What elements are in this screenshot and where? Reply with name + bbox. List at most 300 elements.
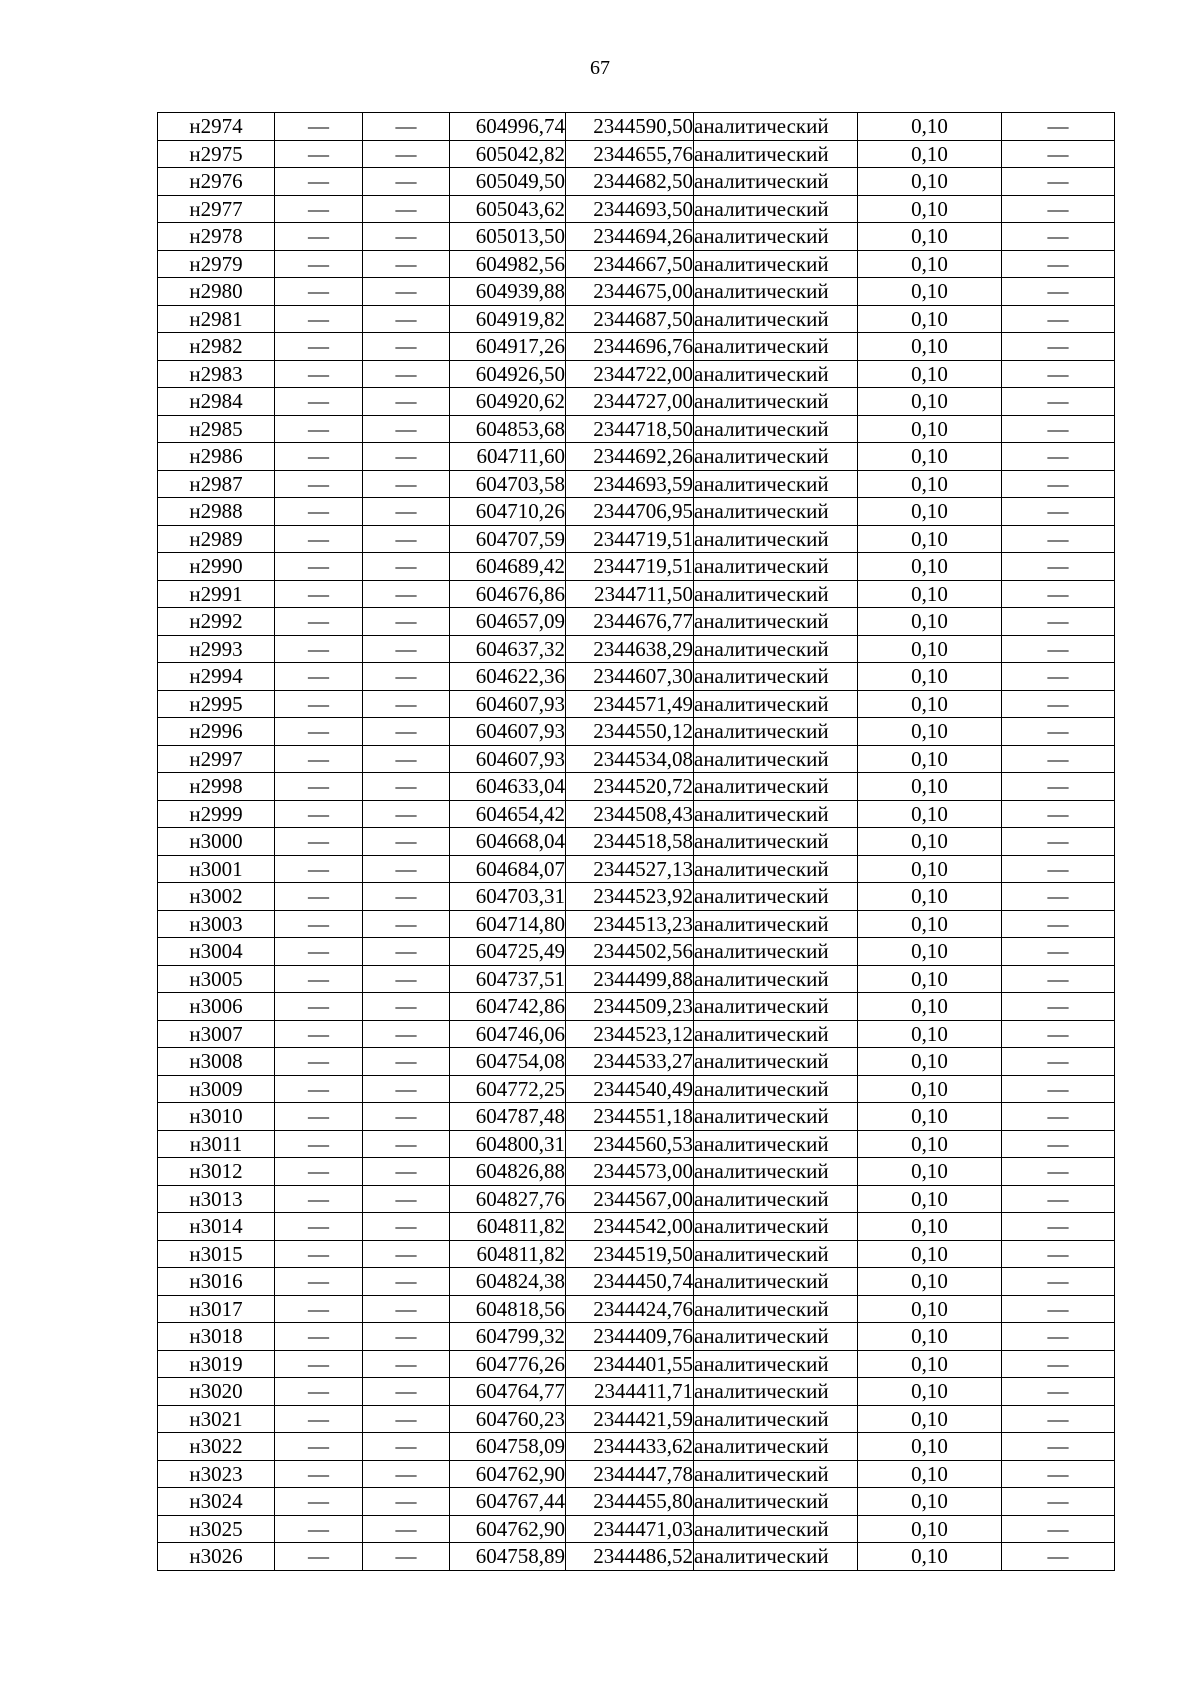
description-cell: — [1002,718,1115,746]
y-coordinate-cell: 2344551,18 [566,1103,694,1131]
method-cell: аналитический [694,663,858,691]
y-coordinate-cell: 2344571,49 [566,690,694,718]
accuracy-cell: 0,10 [858,1048,1002,1076]
table-row [158,1020,1115,1048]
accuracy-cell: 0,10 [858,553,1002,581]
old-y-cell: — [363,608,450,636]
old-y-cell: — [363,388,450,416]
method-cell: аналитический [694,1020,858,1048]
point-name-cell: н3012 [158,1158,275,1186]
accuracy-cell: 0,10 [858,1488,1002,1516]
point-name-cell: н3009 [158,1075,275,1103]
old-x-cell: — [275,1460,363,1488]
method-cell: аналитический [694,388,858,416]
description-cell: — [1002,1378,1115,1406]
method-cell: аналитический [694,168,858,196]
old-x-cell: — [275,718,363,746]
description-cell: — [1002,1048,1115,1076]
table-row [158,1378,1115,1406]
y-coordinate-cell: 2344567,00 [566,1185,694,1213]
old-y-cell: — [363,1158,450,1186]
old-y-cell: — [363,1543,450,1571]
method-cell: аналитический [694,525,858,553]
description-cell: — [1002,1488,1115,1516]
y-coordinate-cell: 2344421,59 [566,1405,694,1433]
description-cell: — [1002,1075,1115,1103]
x-coordinate-cell: 604689,42 [450,553,566,581]
accuracy-cell: 0,10 [858,1405,1002,1433]
y-coordinate-cell: 2344409,76 [566,1323,694,1351]
old-x-cell: — [275,938,363,966]
point-name-cell: н2981 [158,305,275,333]
description-cell: — [1002,498,1115,526]
old-x-cell: — [275,1158,363,1186]
x-coordinate-cell: 604767,44 [450,1488,566,1516]
method-cell: аналитический [694,360,858,388]
description-cell: — [1002,828,1115,856]
x-coordinate-cell: 604742,86 [450,993,566,1021]
accuracy-cell: 0,10 [858,993,1002,1021]
x-coordinate-cell: 604824,38 [450,1268,566,1296]
old-x-cell: — [275,333,363,361]
old-y-cell: — [363,635,450,663]
old-x-cell: — [275,388,363,416]
table-row [158,195,1115,223]
point-name-cell: н3020 [158,1378,275,1406]
old-x-cell: — [275,1378,363,1406]
x-coordinate-cell: 605013,50 [450,223,566,251]
method-cell: аналитический [694,1488,858,1516]
method-cell: аналитический [694,223,858,251]
method-cell: аналитический [694,1405,858,1433]
description-cell: — [1002,140,1115,168]
x-coordinate-cell: 604737,51 [450,965,566,993]
description-cell: — [1002,1103,1115,1131]
y-coordinate-cell: 2344682,50 [566,168,694,196]
accuracy-cell: 0,10 [858,965,1002,993]
old-y-cell: — [363,278,450,306]
table-row [158,773,1115,801]
old-y-cell: — [363,938,450,966]
description-cell: — [1002,1268,1115,1296]
old-x-cell: — [275,1543,363,1571]
table-row [158,1103,1115,1131]
method-cell: аналитический [694,443,858,471]
table-row [158,883,1115,911]
old-x-cell: — [275,1433,363,1461]
point-name-cell: н2979 [158,250,275,278]
old-y-cell: — [363,965,450,993]
coordinates-table [157,112,1115,1571]
y-coordinate-cell: 2344513,23 [566,910,694,938]
table-row [158,1075,1115,1103]
old-y-cell: — [363,1295,450,1323]
y-coordinate-cell: 2344542,00 [566,1213,694,1241]
point-name-cell: н2987 [158,470,275,498]
accuracy-cell: 0,10 [858,1295,1002,1323]
x-coordinate-cell: 604607,93 [450,718,566,746]
table-row [158,580,1115,608]
table-row [158,1405,1115,1433]
method-cell: аналитический [694,333,858,361]
y-coordinate-cell: 2344502,56 [566,938,694,966]
y-coordinate-cell: 2344401,55 [566,1350,694,1378]
y-coordinate-cell: 2344719,51 [566,525,694,553]
table-row [158,1240,1115,1268]
y-coordinate-cell: 2344450,74 [566,1268,694,1296]
y-coordinate-cell: 2344411,71 [566,1378,694,1406]
x-coordinate-cell: 605049,50 [450,168,566,196]
old-y-cell: — [363,718,450,746]
x-coordinate-cell: 604707,59 [450,525,566,553]
old-y-cell: — [363,113,450,141]
old-y-cell: — [363,1268,450,1296]
point-name-cell: н2999 [158,800,275,828]
old-y-cell: — [363,168,450,196]
y-coordinate-cell: 2344508,43 [566,800,694,828]
old-x-cell: — [275,828,363,856]
old-x-cell: — [275,635,363,663]
x-coordinate-cell: 604919,82 [450,305,566,333]
method-cell: аналитический [694,498,858,526]
point-name-cell: н2978 [158,223,275,251]
accuracy-cell: 0,10 [858,1268,1002,1296]
accuracy-cell: 0,10 [858,608,1002,636]
y-coordinate-cell: 2344550,12 [566,718,694,746]
old-y-cell: — [363,1488,450,1516]
old-x-cell: — [275,1268,363,1296]
description-cell: — [1002,1323,1115,1351]
description-cell: — [1002,580,1115,608]
table-row [158,1488,1115,1516]
method-cell: аналитический [694,113,858,141]
accuracy-cell: 0,10 [858,1213,1002,1241]
description-cell: — [1002,965,1115,993]
old-y-cell: — [363,800,450,828]
old-x-cell: — [275,1295,363,1323]
old-x-cell: — [275,470,363,498]
table-row [158,1213,1115,1241]
y-coordinate-cell: 2344706,95 [566,498,694,526]
description-cell: — [1002,388,1115,416]
description-cell: — [1002,415,1115,443]
x-coordinate-cell: 604754,08 [450,1048,566,1076]
point-name-cell: н3001 [158,855,275,883]
old-x-cell: — [275,1488,363,1516]
coordinates-table-body [158,113,1115,1571]
x-coordinate-cell: 604758,89 [450,1543,566,1571]
table-row [158,1130,1115,1158]
method-cell: аналитический [694,415,858,443]
point-name-cell: н3019 [158,1350,275,1378]
description-cell: — [1002,1350,1115,1378]
x-coordinate-cell: 604818,56 [450,1295,566,1323]
old-x-cell: — [275,443,363,471]
old-y-cell: — [363,745,450,773]
old-y-cell: — [363,773,450,801]
x-coordinate-cell: 604799,32 [450,1323,566,1351]
description-cell: — [1002,773,1115,801]
x-coordinate-cell: 604633,04 [450,773,566,801]
accuracy-cell: 0,10 [858,1460,1002,1488]
description-cell: — [1002,1515,1115,1543]
old-y-cell: — [363,443,450,471]
old-y-cell: — [363,333,450,361]
old-x-cell: — [275,800,363,828]
x-coordinate-cell: 604714,80 [450,910,566,938]
old-x-cell: — [275,1130,363,1158]
accuracy-cell: 0,10 [858,223,1002,251]
table-row [158,828,1115,856]
point-name-cell: н2998 [158,773,275,801]
old-x-cell: — [275,883,363,911]
old-y-cell: — [363,580,450,608]
x-coordinate-cell: 604746,06 [450,1020,566,1048]
accuracy-cell: 0,10 [858,1240,1002,1268]
table-row [158,333,1115,361]
table-row [158,140,1115,168]
accuracy-cell: 0,10 [858,1350,1002,1378]
x-coordinate-cell: 604676,86 [450,580,566,608]
y-coordinate-cell: 2344711,50 [566,580,694,608]
old-x-cell: — [275,663,363,691]
accuracy-cell: 0,10 [858,773,1002,801]
y-coordinate-cell: 2344518,58 [566,828,694,856]
old-x-cell: — [275,1020,363,1048]
method-cell: аналитический [694,1130,858,1158]
method-cell: аналитический [694,1295,858,1323]
x-coordinate-cell: 604762,90 [450,1515,566,1543]
y-coordinate-cell: 2344638,29 [566,635,694,663]
table-row [158,635,1115,663]
method-cell: аналитический [694,305,858,333]
accuracy-cell: 0,10 [858,305,1002,333]
table-row [158,718,1115,746]
y-coordinate-cell: 2344696,76 [566,333,694,361]
accuracy-cell: 0,10 [858,333,1002,361]
method-cell: аналитический [694,1268,858,1296]
y-coordinate-cell: 2344534,08 [566,745,694,773]
y-coordinate-cell: 2344607,30 [566,663,694,691]
table-row [158,1158,1115,1186]
x-coordinate-cell: 604622,36 [450,663,566,691]
accuracy-cell: 0,10 [858,168,1002,196]
old-y-cell: — [363,855,450,883]
method-cell: аналитический [694,993,858,1021]
method-cell: аналитический [694,250,858,278]
y-coordinate-cell: 2344687,50 [566,305,694,333]
old-x-cell: — [275,553,363,581]
x-coordinate-cell: 604827,76 [450,1185,566,1213]
x-coordinate-cell: 604762,90 [450,1460,566,1488]
x-coordinate-cell: 604710,26 [450,498,566,526]
accuracy-cell: 0,10 [858,1075,1002,1103]
old-x-cell: — [275,278,363,306]
old-y-cell: — [363,305,450,333]
description-cell: — [1002,1240,1115,1268]
description-cell: — [1002,250,1115,278]
point-name-cell: н3008 [158,1048,275,1076]
x-coordinate-cell: 605043,62 [450,195,566,223]
method-cell: аналитический [694,1048,858,1076]
point-name-cell: н2976 [158,168,275,196]
method-cell: аналитический [694,1075,858,1103]
x-coordinate-cell: 604920,62 [450,388,566,416]
old-x-cell: — [275,910,363,938]
old-x-cell: — [275,1405,363,1433]
x-coordinate-cell: 604826,88 [450,1158,566,1186]
description-cell: — [1002,223,1115,251]
old-y-cell: — [363,1020,450,1048]
old-x-cell: — [275,195,363,223]
x-coordinate-cell: 604668,04 [450,828,566,856]
x-coordinate-cell: 604607,93 [450,690,566,718]
y-coordinate-cell: 2344520,72 [566,773,694,801]
method-cell: аналитический [694,1543,858,1571]
method-cell: аналитический [694,553,858,581]
old-x-cell: — [275,1185,363,1213]
description-cell: — [1002,690,1115,718]
accuracy-cell: 0,10 [858,278,1002,306]
x-coordinate-cell: 604853,68 [450,415,566,443]
old-x-cell: — [275,140,363,168]
table-row [158,470,1115,498]
accuracy-cell: 0,10 [858,938,1002,966]
point-name-cell: н3024 [158,1488,275,1516]
method-cell: аналитический [694,1323,858,1351]
old-y-cell: — [363,1323,450,1351]
point-name-cell: н2989 [158,525,275,553]
table-row [158,800,1115,828]
method-cell: аналитический [694,580,858,608]
x-coordinate-cell: 604758,09 [450,1433,566,1461]
accuracy-cell: 0,10 [858,1515,1002,1543]
y-coordinate-cell: 2344590,50 [566,113,694,141]
point-name-cell: н3002 [158,883,275,911]
table-row [158,690,1115,718]
old-y-cell: — [363,1130,450,1158]
y-coordinate-cell: 2344533,27 [566,1048,694,1076]
accuracy-cell: 0,10 [858,883,1002,911]
method-cell: аналитический [694,1460,858,1488]
y-coordinate-cell: 2344499,88 [566,965,694,993]
method-cell: аналитический [694,745,858,773]
old-y-cell: — [363,1185,450,1213]
table-row [158,525,1115,553]
table-row [158,910,1115,938]
table-row [158,498,1115,526]
description-cell: — [1002,1020,1115,1048]
old-y-cell: — [363,1103,450,1131]
old-x-cell: — [275,745,363,773]
description-cell: — [1002,360,1115,388]
old-x-cell: — [275,1075,363,1103]
accuracy-cell: 0,10 [858,1130,1002,1158]
y-coordinate-cell: 2344693,50 [566,195,694,223]
description-cell: — [1002,1405,1115,1433]
point-name-cell: н2995 [158,690,275,718]
point-name-cell: н2986 [158,443,275,471]
old-y-cell: — [363,1460,450,1488]
point-name-cell: н2992 [158,608,275,636]
table-row [158,1048,1115,1076]
table-row [158,1515,1115,1543]
description-cell: — [1002,938,1115,966]
method-cell: аналитический [694,1350,858,1378]
method-cell: аналитический [694,773,858,801]
old-y-cell: — [363,690,450,718]
x-coordinate-cell: 604654,42 [450,800,566,828]
x-coordinate-cell: 604607,93 [450,745,566,773]
old-y-cell: — [363,828,450,856]
y-coordinate-cell: 2344675,00 [566,278,694,306]
table-row [158,1433,1115,1461]
old-x-cell: — [275,415,363,443]
method-cell: аналитический [694,910,858,938]
method-cell: аналитический [694,965,858,993]
old-x-cell: — [275,1240,363,1268]
y-coordinate-cell: 2344560,53 [566,1130,694,1158]
accuracy-cell: 0,10 [858,498,1002,526]
point-name-cell: н3025 [158,1515,275,1543]
accuracy-cell: 0,10 [858,663,1002,691]
description-cell: — [1002,910,1115,938]
y-coordinate-cell: 2344447,78 [566,1460,694,1488]
description-cell: — [1002,993,1115,1021]
accuracy-cell: 0,10 [858,360,1002,388]
point-name-cell: н2985 [158,415,275,443]
y-coordinate-cell: 2344693,59 [566,470,694,498]
old-y-cell: — [363,498,450,526]
description-cell: — [1002,745,1115,773]
old-y-cell: — [363,250,450,278]
table-row [158,1185,1115,1213]
method-cell: аналитический [694,470,858,498]
point-name-cell: н3004 [158,938,275,966]
method-cell: аналитический [694,828,858,856]
point-name-cell: н2997 [158,745,275,773]
accuracy-cell: 0,10 [858,1543,1002,1571]
y-coordinate-cell: 2344486,52 [566,1543,694,1571]
point-name-cell: н2980 [158,278,275,306]
point-name-cell: н3005 [158,965,275,993]
old-y-cell: — [363,140,450,168]
old-x-cell: — [275,360,363,388]
accuracy-cell: 0,10 [858,525,1002,553]
table-row [158,113,1115,141]
table-row [158,1268,1115,1296]
table-row [158,1323,1115,1351]
point-name-cell: н2977 [158,195,275,223]
description-cell: — [1002,333,1115,361]
old-x-cell: — [275,855,363,883]
accuracy-cell: 0,10 [858,388,1002,416]
old-y-cell: — [363,1075,450,1103]
description-cell: — [1002,305,1115,333]
table-row [158,305,1115,333]
x-coordinate-cell: 604772,25 [450,1075,566,1103]
old-y-cell: — [363,910,450,938]
x-coordinate-cell: 604917,26 [450,333,566,361]
point-name-cell: н3013 [158,1185,275,1213]
old-x-cell: — [275,498,363,526]
method-cell: аналитический [694,1158,858,1186]
x-coordinate-cell: 604811,82 [450,1240,566,1268]
description-cell: — [1002,278,1115,306]
old-y-cell: — [363,1213,450,1241]
old-x-cell: — [275,608,363,636]
y-coordinate-cell: 2344509,23 [566,993,694,1021]
